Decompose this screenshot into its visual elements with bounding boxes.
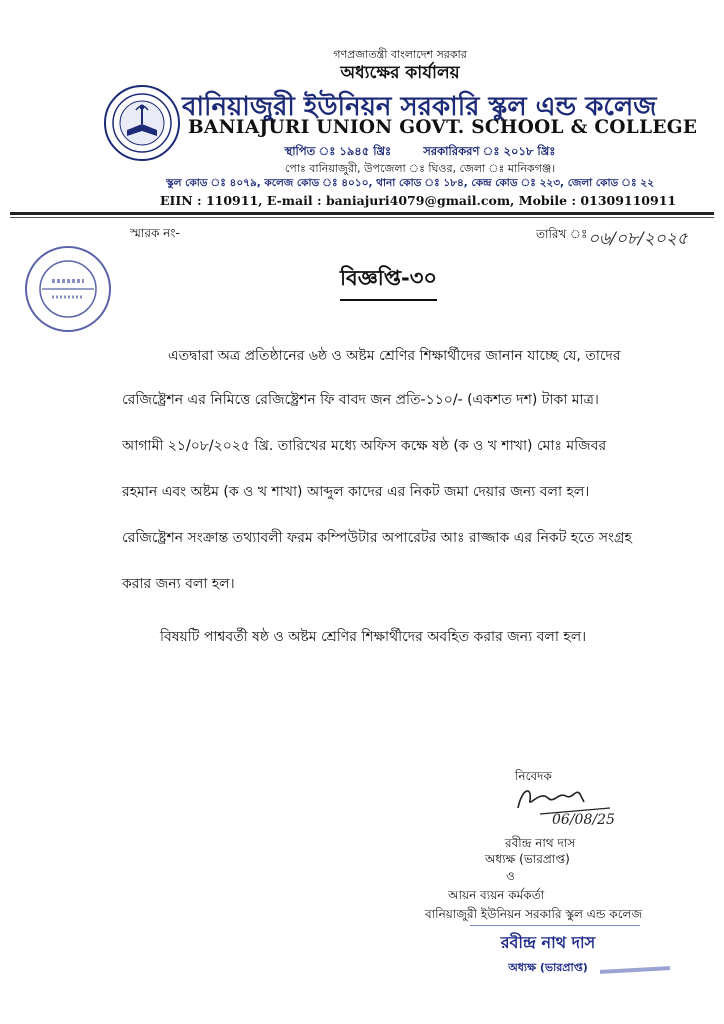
date-label: তারিখ ঃ bbox=[536, 227, 588, 241]
office-title: অধ্যক্ষের কার্যালয় bbox=[340, 63, 460, 83]
signatory-designation: অধ্যক্ষ (ভারপ্রাপ্ত) bbox=[485, 852, 570, 866]
school-address: পোঃ বানিয়াজুরী, উপজেলা ঃ ঘিওর, জেলা ঃ মানিকগঞ্জ। bbox=[284, 162, 556, 175]
notice-line: আগামী ২১/০৮/২০২৫ খ্রি. তারিখের মধ্যে অফিস কক্ষে ষষ্ঠ (ক ও খ শাখা) মোঃ মজিবর bbox=[122, 438, 607, 454]
date-value: ০৬/০৮/২০২৫ bbox=[588, 229, 688, 249]
seal-line bbox=[470, 925, 640, 926]
institution-codes: স্কুল কোড ঃ ৪০৭৯, কলেজ কোড ঃ ৪০১০, থানা কোড ঃ ১৮৪, কেন্দ্র কোড ঃ ২২৩, জেলা কোড ঃ ২২ bbox=[166, 177, 654, 189]
government-name: গণপ্রজাতন্ত্রী বাংলাদেশ সরকার bbox=[333, 48, 467, 61]
notice-line: রেজিষ্ট্রেশন সংক্রান্ত তথ্যাবলী ফরম কম্পিউটার অপারেটর আঃ রাজ্জাক এর নিকট হতে সংগ্রহ bbox=[122, 530, 632, 546]
notice-closing-line: বিষয়টি পাশ্ববর্তী ষষ্ঠ ও অষ্টম শ্রেণির শিক্ষার্থীদের অবহিত করার জন্য বলা হল। bbox=[160, 629, 587, 645]
notice-line: রহমান এবং অষ্টম (ক ও খ শাখা) আব্দুল কাদের এর নিকট জমা দেয়ার জন্য বলা হল। bbox=[122, 484, 590, 500]
signature-label: নিবেদক bbox=[515, 769, 552, 783]
school-name-english: BANIAJURI UNION GOVT. SCHOOL & COLLEGE bbox=[188, 117, 698, 138]
notice-line: এতদ্বারা অত্র প্রতিষ্ঠানের ৬ষ্ঠ ও অষ্টম শ্রেণির শিক্ষার্থীদের জানান যাচ্ছে যে, তাদের bbox=[168, 348, 621, 364]
notice-line: রেজিষ্ট্রেশন এর নিমিত্তে রেজিষ্ট্রেশন ফি বাবদ জন প্রতি-১১০/- (একশত দশ) টাকা মাত্র। bbox=[122, 392, 599, 408]
memo-ref-label: স্মারক নং- bbox=[130, 226, 180, 240]
signatory-name: রবীন্দ্র নাথ দাস bbox=[505, 836, 576, 850]
signatory-institution: বানিয়াজুরী ইউনিয়ন সরকারি স্কুল এন্ড কলেজ bbox=[425, 907, 643, 921]
conjunction-text: ও bbox=[506, 869, 515, 883]
round-seal-stamp bbox=[22, 243, 114, 335]
handwritten-signature bbox=[510, 778, 640, 828]
school-logo bbox=[103, 84, 181, 162]
notice-title: বিজ্ঞপ্তি-৩০ bbox=[340, 262, 437, 301]
school-name-bangla: বানিয়াজুরী ইউনিয়ন সরকারি স্কুল এন্ড কলেজ bbox=[182, 92, 657, 122]
established-info: স্থাপিত ঃ ১৯৪৫ খ্রিঃ সরকারিকরণ ঃ ২০১৮ খ্রিঃ bbox=[284, 144, 556, 158]
seal-name: রবীন্দ্র নাথ দাস bbox=[500, 933, 596, 952]
svg-text:06/08/25: 06/08/25 bbox=[552, 812, 615, 828]
header-divider-thin bbox=[10, 217, 714, 218]
signatory-role: আয়ন ব্যয়ন কর্মকর্তা bbox=[448, 888, 545, 902]
header-divider bbox=[10, 212, 714, 215]
seal-designation: অধ্যক্ষ (ভারপ্রাপ্ত) bbox=[508, 961, 588, 974]
notice-line: করার জন্য বলা হল। bbox=[122, 576, 235, 592]
contact-info: EIIN : 110911, E-mail : baniajuri4079@gmail.com, Mobile : 01309110911 bbox=[160, 193, 677, 208]
